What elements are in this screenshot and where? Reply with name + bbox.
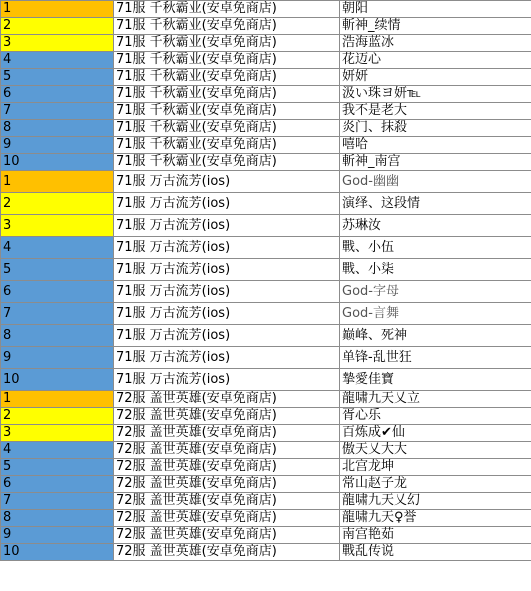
player-cell[interactable]: 汲い珠ヨ妍℡: [340, 86, 531, 103]
rank-cell[interactable]: 9: [1, 527, 114, 544]
server-cell[interactable]: 71服 千秋霸业(安卓免商店): [114, 35, 340, 52]
rank-cell[interactable]: 10: [1, 544, 114, 561]
player-cell[interactable]: 胥心乐: [340, 408, 531, 425]
table-row: [1, 18, 531, 35]
table-row: [1, 325, 531, 347]
server-cell[interactable]: 71服 万古流芳(ios): [114, 171, 340, 193]
table-row: [1, 1, 531, 18]
rank-cell[interactable]: 2: [1, 18, 114, 35]
server-cell[interactable]: 71服 千秋霸业(安卓免商店): [114, 154, 340, 171]
player-cell[interactable]: 龍啸九天乂立: [340, 391, 531, 408]
rank-cell[interactable]: 3: [1, 35, 114, 52]
rank-cell[interactable]: 3: [1, 215, 114, 237]
rank-cell[interactable]: 4: [1, 237, 114, 259]
rank-cell[interactable]: 4: [1, 52, 114, 69]
table-row: [1, 103, 531, 120]
player-cell[interactable]: 戰乱传说: [340, 544, 531, 561]
table-row: [1, 459, 531, 476]
rank-cell[interactable]: 5: [1, 459, 114, 476]
server-cell[interactable]: 72服 盖世英雄(安卓免商店): [114, 544, 340, 561]
table-row: [1, 476, 531, 493]
player-cell[interactable]: 花迈心: [340, 52, 531, 69]
rank-cell[interactable]: 8: [1, 120, 114, 137]
server-cell[interactable]: 72服 盖世英雄(安卓免商店): [114, 442, 340, 459]
player-cell[interactable]: God-言舞: [340, 303, 531, 325]
server-cell[interactable]: 72服 盖世英雄(安卓免商店): [114, 408, 340, 425]
table-row: [1, 281, 531, 303]
server-cell[interactable]: 71服 万古流芳(ios): [114, 259, 340, 281]
rank-cell[interactable]: 6: [1, 86, 114, 103]
player-cell[interactable]: 斬神_续情: [340, 18, 531, 35]
table-row: [1, 303, 531, 325]
player-cell[interactable]: God-幽幽: [340, 171, 531, 193]
server-cell[interactable]: 71服 万古流芳(ios): [114, 325, 340, 347]
table-row: [1, 69, 531, 86]
player-cell[interactable]: 炎门、抹殺: [340, 120, 531, 137]
table-row: [1, 259, 531, 281]
server-cell[interactable]: 71服 千秋霸业(安卓免商店): [114, 18, 340, 35]
player-cell[interactable]: 北宫龙坤: [340, 459, 531, 476]
rank-cell[interactable]: 3: [1, 425, 114, 442]
server-cell[interactable]: 71服 万古流芳(ios): [114, 303, 340, 325]
rank-cell[interactable]: 5: [1, 259, 114, 281]
table-row: [1, 193, 531, 215]
rank-cell[interactable]: 9: [1, 347, 114, 369]
player-cell[interactable]: 朝阳: [340, 1, 531, 18]
player-cell[interactable]: 戰、小伍: [340, 237, 531, 259]
server-cell[interactable]: 72服 盖世英雄(安卓免商店): [114, 391, 340, 408]
table-row: [1, 425, 531, 442]
table-row: [1, 237, 531, 259]
player-cell[interactable]: 龍啸九天♀誉: [340, 510, 531, 527]
server-cell[interactable]: 72服 盖世英雄(安卓免商店): [114, 476, 340, 493]
player-cell[interactable]: 龍啸九天乂幻: [340, 493, 531, 510]
server-cell[interactable]: 71服 万古流芳(ios): [114, 281, 340, 303]
table-row: [1, 171, 531, 193]
player-cell[interactable]: 苏琳汝: [340, 215, 531, 237]
table-row: [1, 544, 531, 561]
rank-cell[interactable]: 7: [1, 103, 114, 120]
server-cell[interactable]: 71服 千秋霸业(安卓免商店): [114, 86, 340, 103]
player-cell[interactable]: 南宫艳茹: [340, 527, 531, 544]
server-cell[interactable]: 71服 万古流芳(ios): [114, 369, 340, 391]
rank-cell[interactable]: 6: [1, 281, 114, 303]
player-cell[interactable]: God-字母: [340, 281, 531, 303]
rank-cell[interactable]: 2: [1, 408, 114, 425]
rank-cell[interactable]: 7: [1, 493, 114, 510]
player-cell[interactable]: 我不是老大: [340, 103, 531, 120]
table-row: [1, 391, 531, 408]
rank-cell[interactable]: 5: [1, 69, 114, 86]
server-cell[interactable]: 71服 万古流芳(ios): [114, 215, 340, 237]
table-row: [1, 527, 531, 544]
server-cell[interactable]: 72服 盖世英雄(安卓免商店): [114, 527, 340, 544]
server-cell[interactable]: 71服 万古流芳(ios): [114, 347, 340, 369]
player-cell[interactable]: 浩海蓝冰: [340, 35, 531, 52]
table-row: [1, 442, 531, 459]
rank-cell[interactable]: 1: [1, 391, 114, 408]
player-cell[interactable]: 百炼成✔仙: [340, 425, 531, 442]
table-row: [1, 120, 531, 137]
player-cell[interactable]: 演绎、这段情: [340, 193, 531, 215]
table-row: [1, 52, 531, 69]
rank-cell[interactable]: 7: [1, 303, 114, 325]
rank-cell[interactable]: 1: [1, 1, 114, 18]
server-cell[interactable]: 71服 千秋霸业(安卓免商店): [114, 1, 340, 18]
table-row: [1, 86, 531, 103]
player-cell[interactable]: 妍妍: [340, 69, 531, 86]
rank-cell[interactable]: 4: [1, 442, 114, 459]
table-row: [1, 408, 531, 425]
rank-cell[interactable]: 1: [1, 171, 114, 193]
table-row: [1, 493, 531, 510]
table-row: [1, 154, 531, 171]
server-cell[interactable]: 71服 千秋霸业(安卓免商店): [114, 103, 340, 120]
server-cell[interactable]: 72服 盖世英雄(安卓免商店): [114, 459, 340, 476]
server-cell[interactable]: 72服 盖世英雄(安卓免商店): [114, 493, 340, 510]
server-cell[interactable]: 71服 千秋霸业(安卓免商店): [114, 120, 340, 137]
rank-cell[interactable]: 9: [1, 137, 114, 154]
server-cell[interactable]: 71服 千秋霸业(安卓免商店): [114, 137, 340, 154]
server-cell[interactable]: 71服 万古流芳(ios): [114, 237, 340, 259]
player-cell[interactable]: 嘻哈: [340, 137, 531, 154]
player-cell[interactable]: 常山赵子龙: [340, 476, 531, 493]
player-cell[interactable]: 单锋-乱世狂: [340, 347, 531, 369]
table-row: [1, 137, 531, 154]
server-cell[interactable]: 71服 千秋霸业(安卓免商店): [114, 69, 340, 86]
player-cell[interactable]: 摯愛佳寶: [340, 369, 531, 391]
server-cell[interactable]: 71服 千秋霸业(安卓免商店): [114, 52, 340, 69]
rank-cell[interactable]: 8: [1, 325, 114, 347]
table-row: [1, 35, 531, 52]
rank-cell[interactable]: 6: [1, 476, 114, 493]
player-cell[interactable]: 傲天乂大大: [340, 442, 531, 459]
table-row: [1, 369, 531, 391]
rank-cell[interactable]: 10: [1, 369, 114, 391]
table-row: [1, 510, 531, 527]
player-cell[interactable]: 斬神_南宫: [340, 154, 531, 171]
table-row: [1, 347, 531, 369]
server-cell[interactable]: 71服 万古流芳(ios): [114, 193, 340, 215]
table-row: [1, 215, 531, 237]
player-cell[interactable]: 戰、小柒: [340, 259, 531, 281]
server-cell[interactable]: 72服 盖世英雄(安卓免商店): [114, 425, 340, 442]
rank-cell[interactable]: 2: [1, 193, 114, 215]
rank-cell[interactable]: 10: [1, 154, 114, 171]
server-cell[interactable]: 72服 盖世英雄(安卓免商店): [114, 510, 340, 527]
player-cell[interactable]: 巅峰、死神: [340, 325, 531, 347]
rank-cell[interactable]: 8: [1, 510, 114, 527]
